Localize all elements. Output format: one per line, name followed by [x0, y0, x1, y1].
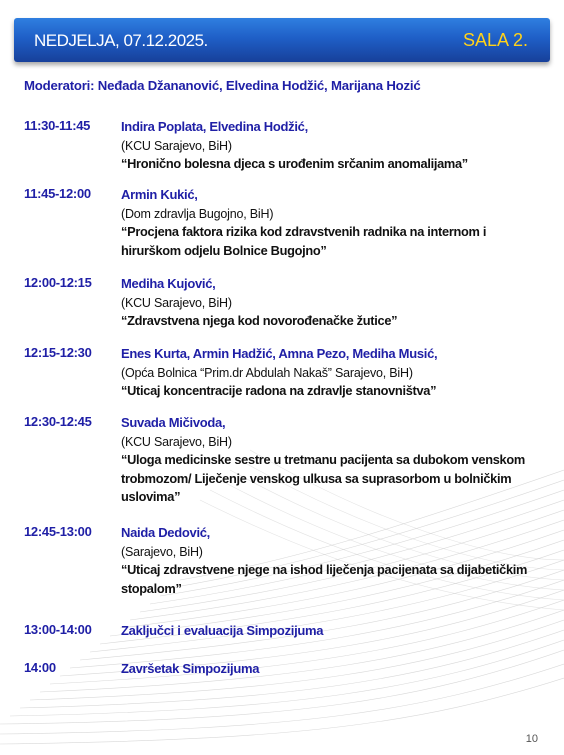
session-speakers: Indira Poplata, Elvedina Hodžić,: [121, 119, 308, 134]
session-speakers: Suvada Mičivoda,: [121, 415, 226, 430]
session-speakers: Armin Kukić,: [121, 187, 198, 202]
closing-label: Zaključci i evaluacija Simpozijuma: [121, 623, 324, 638]
session-institution: (KCU Sarajevo, BiH): [121, 434, 232, 449]
session-time: 11:30-11:45: [24, 118, 91, 133]
session-institution: (Sarajevo, BiH): [121, 544, 203, 559]
session-title: “Procjena faktora rizika kod zdravstvenih radnika na internom i hirurškom odjelu Bolnice Bugojno”: [121, 224, 487, 258]
day-header-bar: [14, 18, 550, 62]
session-speakers: Mediha Kujović,: [121, 276, 216, 291]
session-institution: (KCU Sarajevo, BiH): [121, 138, 232, 153]
session-speakers: Enes Kurta, Armin Hadžić, Amna Pezo, Mediha Musić,: [121, 346, 438, 361]
session-time: 12:15-12:30: [24, 345, 92, 360]
closing-label: Završetak Simpozijuma: [121, 661, 260, 676]
session-time: 12:00-12:15: [24, 275, 92, 290]
session-time: 12:30-12:45: [24, 414, 92, 429]
session-title: “Zdravstvena njega kod novorođenačke žutice”: [121, 313, 398, 328]
session-institution: (KCU Sarajevo, BiH): [121, 295, 232, 310]
session-institution: (Opća Bolnica “Prim.dr Abdulah Nakaš” Sarajevo, BiH): [121, 365, 413, 380]
session-title: “Uticaj koncentracije radona na zdravlje stanovništva”: [121, 383, 437, 398]
session-title: “Uloga medicinske sestre u tretmanu pacijenta sa dubokom venskom trobmozom/ Liječenje venskog ulkusa sa suprasorbom u bolničkim uslovima”: [121, 452, 525, 504]
moderators-line: Moderatori: Neđada Džananović, Elvedina Hodžić, Marijana Hozić: [24, 78, 421, 93]
session-institution: (Dom zdravlja Bugojno, BiH): [121, 206, 274, 221]
closing-time: 13:00-14:00: [24, 622, 92, 637]
session-time: 12:45-13:00: [24, 524, 92, 539]
day-date-label: NEDJELJA, 07.12.2025.: [34, 31, 208, 50]
closing-time: 14:00: [24, 660, 56, 675]
session-title: “Hronično bolesna djeca s urođenim srčanim anomalijama”: [121, 156, 468, 171]
session-title: “Uticaj zdravstvene njege na ishod liječenja pacijenata sa dijabetičkim stopalom”: [121, 562, 528, 596]
session-speakers: Naida Dedović,: [121, 525, 210, 540]
session-time: 11:45-12:00: [24, 186, 91, 201]
room-label: SALA 2.: [462, 30, 528, 50]
page-number: 10: [525, 733, 538, 745]
